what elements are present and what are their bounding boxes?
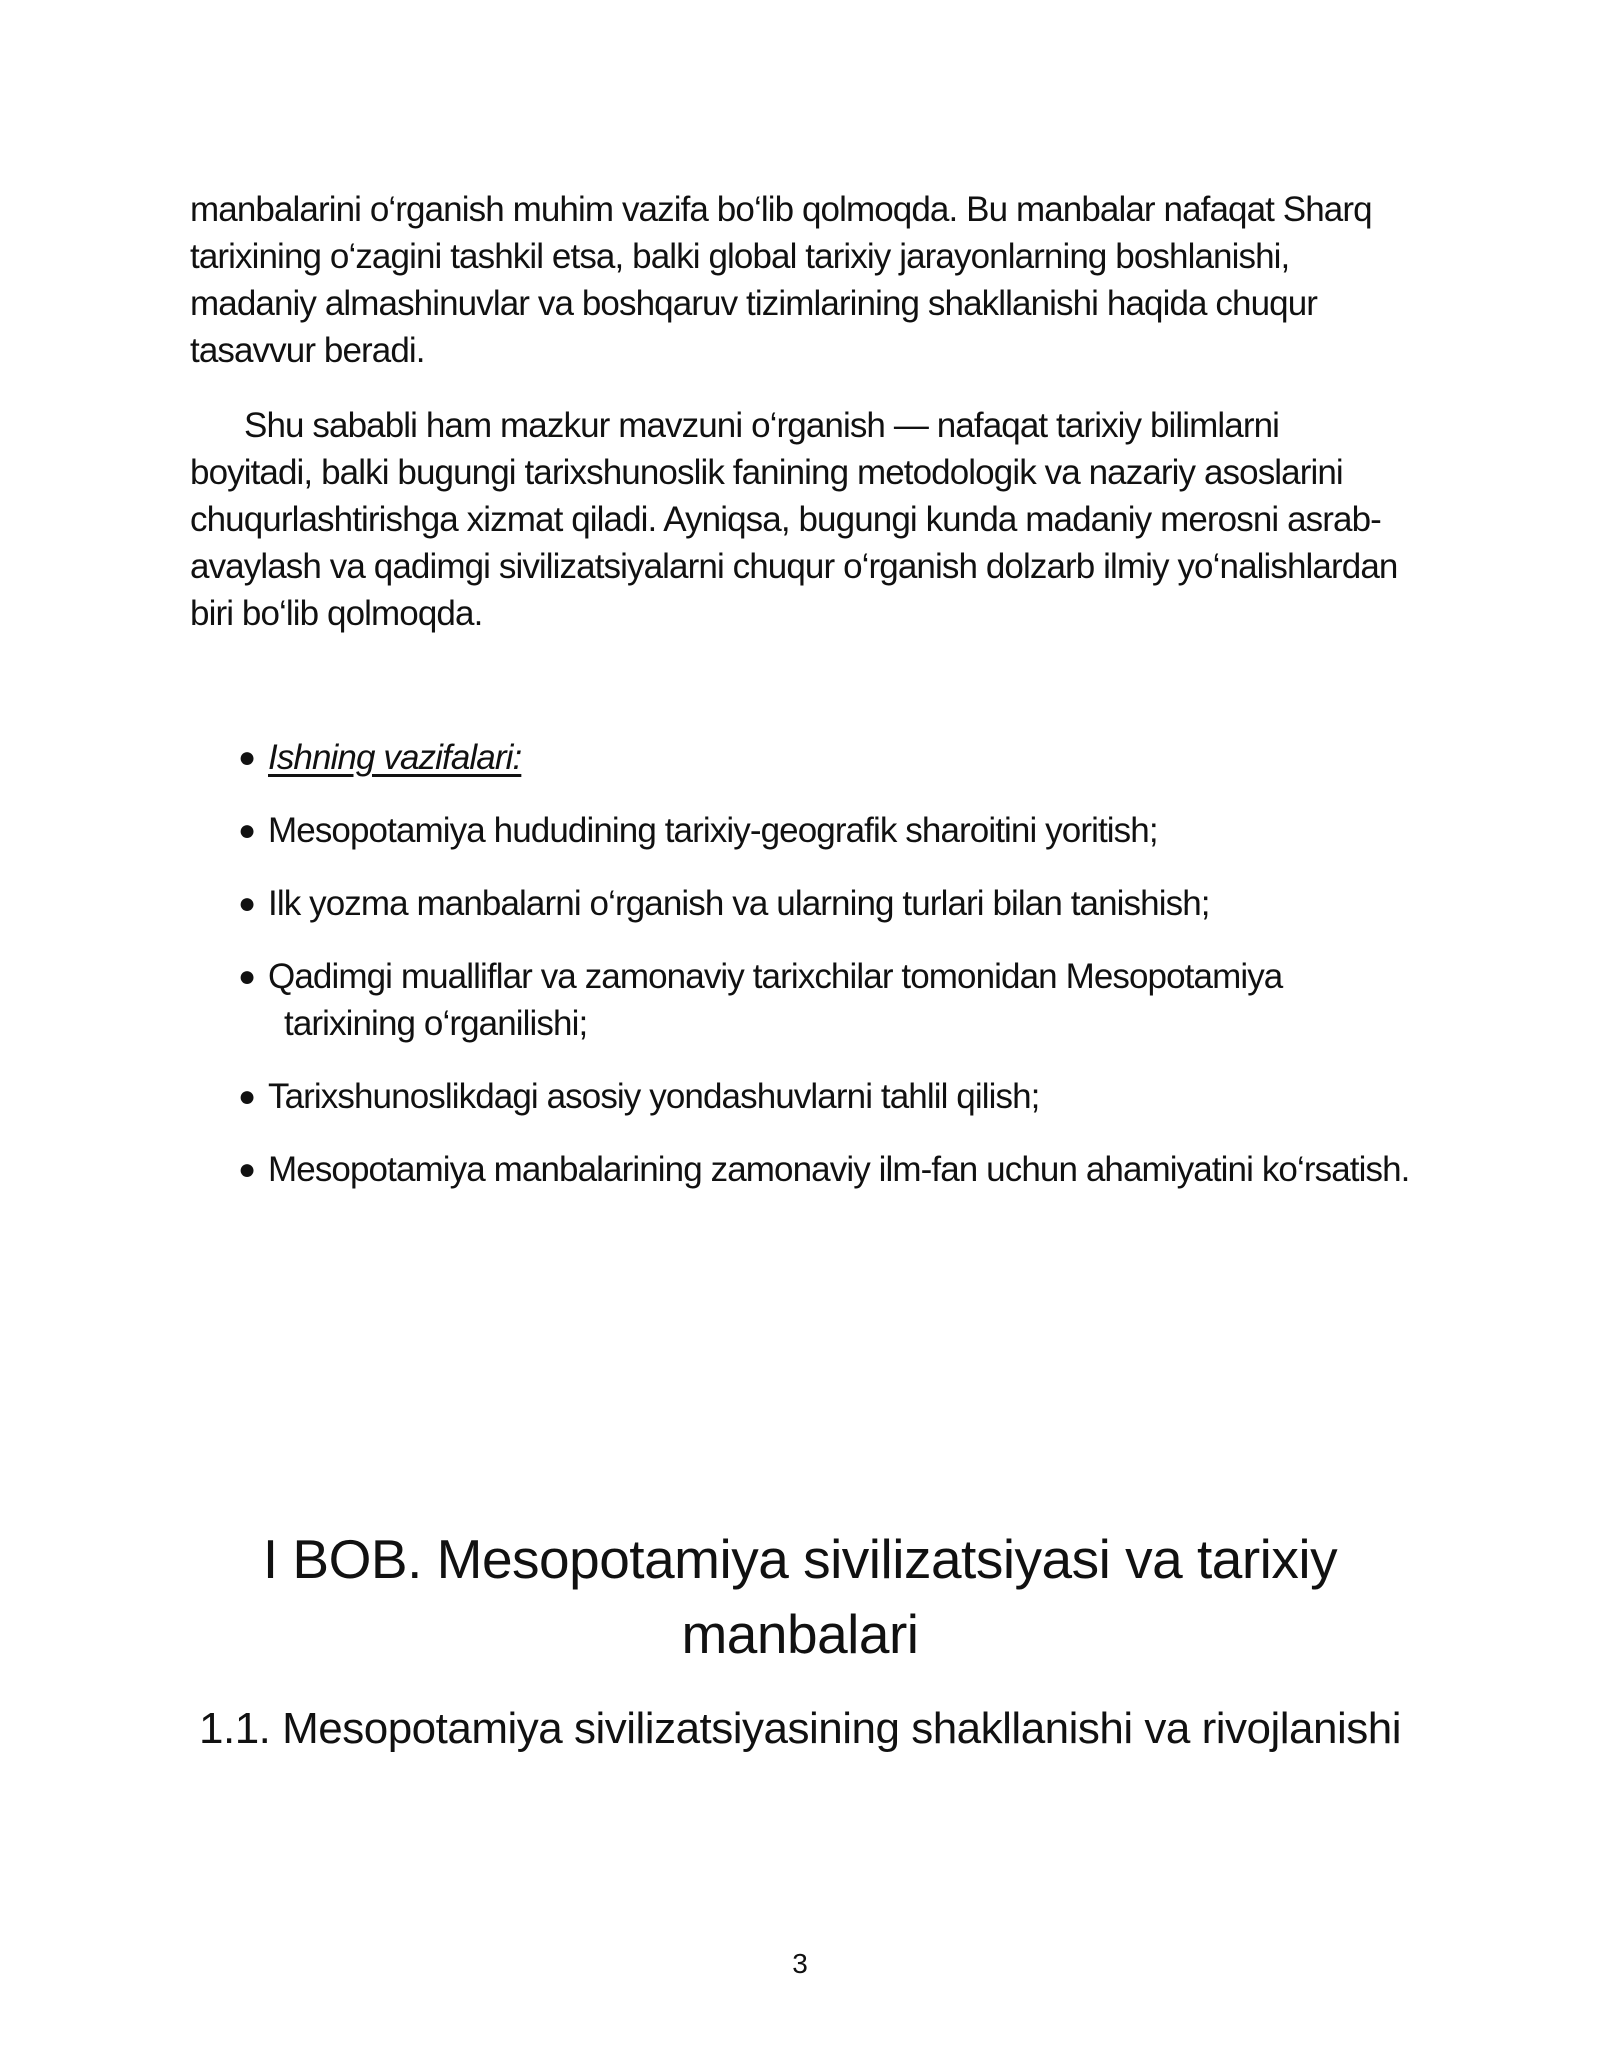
bullet-icon: ● — [238, 741, 256, 774]
task-item-text: Mesopotamiya manbalarining zamonaviy ilm-fan uchun ahamiyatini ko‘rsatish. — [268, 1150, 1410, 1189]
task-item-text: Tarixshunoslikdagi asosiy yondashuvlarni tahlil qilish; — [268, 1077, 1040, 1116]
paragraph-intro-continued: manbalarini o‘rganish muhim vazifa bo‘lib qolmoqda. Bu manbalar nafaqat Sharq tarixining o‘zagini tashkil etsa, balki global tarixiy jarayonlarning boshlanishi, madaniy almashinuvlar va boshqaruv tizimlarining shakllanishi haqida chuqur tasavvur beradi. — [190, 190, 1372, 370]
task-item — [190, 1073, 1410, 1120]
task-item-text: Qadimgi mualliflar va zamonaviy tarixchilar tomonidan Mesopotamiya tarixining o‘rganilishi; — [268, 957, 1283, 1043]
section-title: 1.1. Mesopotamiya sivilizatsiyasining shakllanishi va rivojlanishi — [199, 1704, 1401, 1753]
task-list-heading — [190, 734, 1410, 781]
task-item — [190, 807, 1410, 854]
task-item-text: Mesopotamiya hududining tarixiy-geografik sharoitini yoritish; — [268, 811, 1158, 850]
task-list — [190, 734, 1410, 1219]
task-item — [190, 953, 1410, 1047]
task-item-text: Ilk yozma manbalarni o‘rganish va ularning turlari bilan tanishish; — [268, 884, 1210, 923]
task-item — [190, 880, 1410, 927]
page-number: 3 — [792, 1948, 808, 1979]
bullet-icon: ● — [238, 1080, 256, 1113]
chapter-title: I BOB. Mesopotamiya sivilizatsiyasi va tarixiy manbalari — [262, 1528, 1338, 1665]
bullet-icon: ● — [238, 1153, 256, 1186]
paragraph-relevance: Shu sababli ham mazkur mavzuni o‘rganish — nafaqat tarixiy bilimlarni boyitadi, balki bugungi tarixshunoslik fanining metodologik va nazariy asoslarini chuqurlashtirishga xizmat qiladi. Ayniqsa, bugungi kunda madaniy merosni asrab-avaylash va qadimgi sivilizatsiyalarni chuqur o‘rganish dolzarb ilmiy yo‘nalishlardan biri bo‘lib qolmoqda. — [190, 406, 1398, 633]
bullet-icon: ● — [238, 887, 256, 920]
task-list-heading-label: Ishning vazifalari: — [268, 738, 522, 777]
bullet-icon: ● — [238, 814, 256, 847]
task-item — [190, 1146, 1410, 1193]
bullet-icon: ● — [238, 960, 256, 993]
